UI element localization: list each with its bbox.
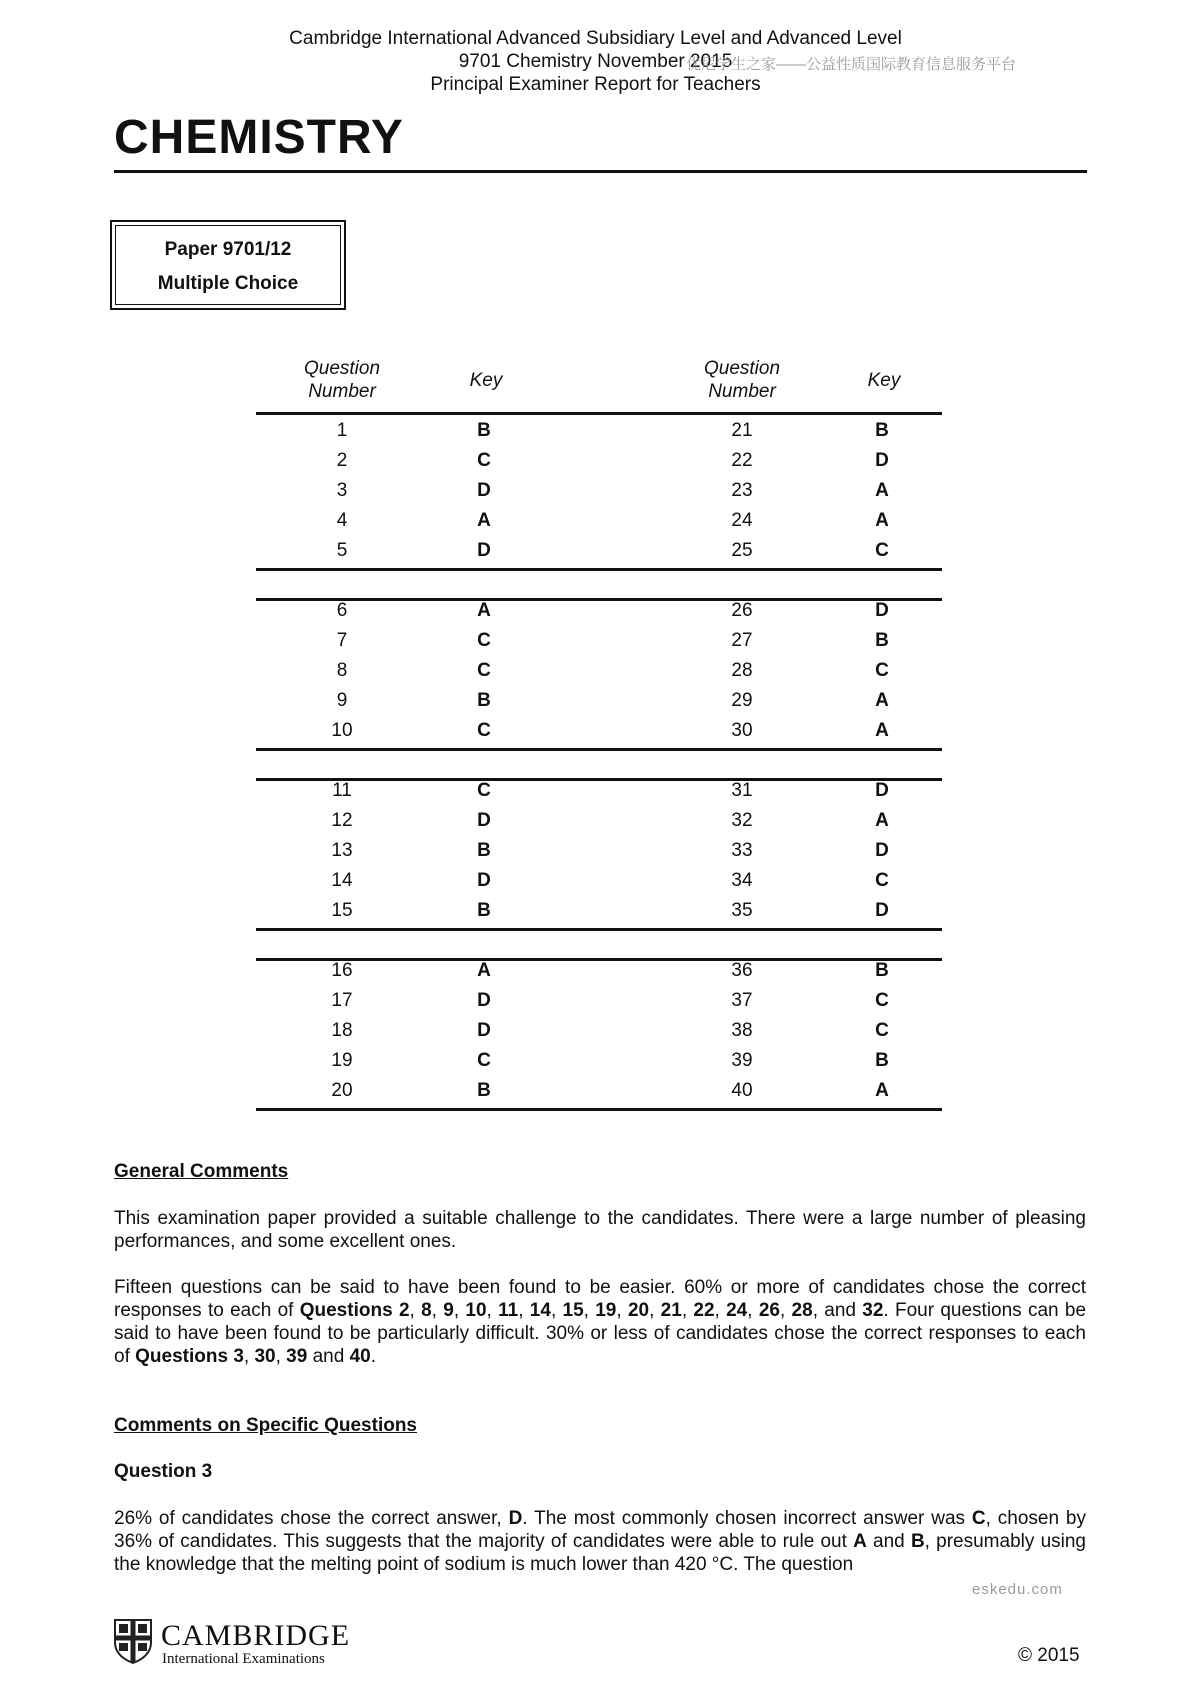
easy-question-number: 10 bbox=[465, 1300, 487, 1321]
question-number-left: 20 bbox=[331, 1080, 353, 1101]
answer-key-right: D bbox=[875, 900, 889, 921]
list-separator: , bbox=[714, 1300, 727, 1321]
paper-type: Multiple Choice bbox=[157, 273, 299, 294]
question-number-left: 9 bbox=[336, 690, 348, 711]
list-separator: , bbox=[681, 1300, 694, 1321]
specific-comments-heading: Comments on Specific Questions bbox=[114, 1415, 417, 1436]
question-number-right: 29 bbox=[731, 690, 753, 711]
question-number-left: 1 bbox=[336, 420, 348, 441]
hard-question-number: 30 bbox=[254, 1346, 276, 1367]
answer-key-left: A bbox=[477, 510, 491, 531]
question-number-left: 19 bbox=[331, 1050, 353, 1071]
col-header-key-word: Key bbox=[469, 370, 503, 391]
q3-wrong-answer: C bbox=[971, 1508, 986, 1529]
answer-key-right: B bbox=[875, 1050, 889, 1071]
easy-question-number: 11 bbox=[498, 1300, 519, 1321]
answer-key-right: C bbox=[875, 870, 889, 891]
question-number-left: 5 bbox=[336, 540, 348, 561]
question-number-right: 24 bbox=[731, 510, 753, 531]
answer-key-right: A bbox=[875, 480, 889, 501]
q3-option-a: A bbox=[853, 1531, 867, 1552]
answer-key-right: B bbox=[875, 420, 889, 441]
q3-and: and bbox=[866, 1531, 911, 1552]
list-separator: , bbox=[431, 1300, 444, 1321]
q3-option-b: B bbox=[910, 1531, 925, 1552]
question-number-right: 39 bbox=[731, 1050, 753, 1071]
answer-key-left: D bbox=[477, 480, 491, 501]
question-number-left: 16 bbox=[331, 960, 353, 981]
question-number-left: 13 bbox=[331, 840, 353, 861]
hard-question-list bbox=[233, 1346, 370, 1367]
logo-subtitle: International Examinations bbox=[162, 1651, 325, 1667]
list-separator: , bbox=[649, 1300, 661, 1321]
question-number-left: 4 bbox=[336, 510, 348, 531]
col-header-question-right bbox=[682, 357, 802, 403]
question-number-right: 23 bbox=[731, 480, 753, 501]
answer-key-left: B bbox=[477, 690, 491, 711]
answer-key-right: D bbox=[875, 450, 889, 471]
list-separator: , bbox=[550, 1300, 563, 1321]
para2-end: . bbox=[370, 1346, 376, 1367]
question-number-left: 15 bbox=[331, 900, 353, 921]
easy-question-number: 21 bbox=[660, 1300, 682, 1321]
col-header-number-word: Number bbox=[708, 381, 776, 402]
answer-key-left: D bbox=[477, 990, 491, 1011]
answer-key-right: C bbox=[875, 540, 889, 561]
answer-key-right: C bbox=[875, 660, 889, 681]
answer-key-left: C bbox=[477, 1050, 491, 1071]
general-para-1: This examination paper provided a suitable challenge to the candidates. There were a large number of pleasing performances, and some excellent ones. bbox=[114, 1208, 1086, 1252]
hard-question-number: 39 bbox=[286, 1346, 308, 1367]
answer-key-left: D bbox=[477, 810, 491, 831]
list-separator: , bbox=[453, 1300, 466, 1321]
list-separator: , bbox=[518, 1300, 530, 1321]
question-number-right: 28 bbox=[731, 660, 753, 681]
logo-name: CAMBRIDGE bbox=[161, 1619, 351, 1652]
list-separator: , and bbox=[812, 1300, 863, 1321]
question-number-left: 7 bbox=[336, 630, 348, 651]
list-separator: , bbox=[779, 1300, 792, 1321]
col-header-key-word: Key bbox=[867, 370, 901, 391]
answer-key-right: A bbox=[875, 720, 889, 741]
answer-key-right: C bbox=[875, 990, 889, 1011]
answer-key-right: C bbox=[875, 1020, 889, 1041]
question-number-right: 40 bbox=[731, 1080, 753, 1101]
easy-question-number: 24 bbox=[726, 1300, 748, 1321]
page-title: CHEMISTRY bbox=[114, 111, 404, 164]
question-number-right: 31 bbox=[731, 780, 753, 801]
easy-question-number: 20 bbox=[627, 1300, 650, 1321]
easy-question-number: 22 bbox=[693, 1300, 715, 1321]
answer-key-right: D bbox=[875, 840, 889, 861]
table-rule-group-end bbox=[256, 748, 942, 751]
easy-question-number: 2 bbox=[398, 1300, 410, 1321]
answer-key-right: D bbox=[875, 780, 889, 801]
hard-question-number: 3 bbox=[233, 1346, 244, 1367]
col-header-question-word: Question bbox=[303, 358, 381, 379]
answer-key-left: A bbox=[477, 600, 491, 621]
list-separator: , bbox=[243, 1346, 255, 1367]
answer-key-right: A bbox=[875, 810, 889, 831]
paper-info-inner bbox=[115, 225, 341, 305]
para2-hard-label: Questions bbox=[135, 1346, 229, 1367]
q3-text-d: , presumably using the knowledge that the melting point of sodium is much lower than 420 °C. The question bbox=[114, 1531, 1086, 1575]
site-watermark: eskedu.com bbox=[972, 1581, 1063, 1598]
easy-question-number: 32 bbox=[862, 1300, 884, 1321]
easy-question-number: 26 bbox=[758, 1300, 780, 1321]
question-number-left: 2 bbox=[336, 450, 348, 471]
answer-key-right: A bbox=[875, 690, 889, 711]
question-number-right: 27 bbox=[731, 630, 753, 651]
q3-text-a: 26% of candidates chose the correct answer, bbox=[114, 1508, 509, 1529]
easy-question-number: 19 bbox=[595, 1300, 617, 1321]
list-separator: , bbox=[583, 1300, 596, 1321]
question-number-left: 18 bbox=[331, 1020, 353, 1041]
answer-key-left: C bbox=[477, 660, 491, 681]
answer-key-left: D bbox=[477, 1020, 491, 1041]
report-header-line1: Cambridge International Advanced Subsidiary Level and Advanced Level bbox=[289, 28, 902, 49]
question-number-left: 17 bbox=[331, 990, 353, 1011]
question-number-left: 8 bbox=[336, 660, 348, 681]
question-number-right: 26 bbox=[731, 600, 753, 621]
question-number-left: 14 bbox=[331, 870, 353, 891]
answer-key-left: C bbox=[477, 780, 491, 801]
answer-key-left: B bbox=[477, 1080, 491, 1101]
para2-text-a: Fifteen questions can be said to have been found to be easier. 60% or more of candidates chose the correct responses to each of bbox=[114, 1277, 1086, 1321]
easy-question-number: 14 bbox=[529, 1300, 551, 1321]
table-rule-group-end bbox=[256, 568, 942, 571]
question-number-left: 12 bbox=[331, 810, 353, 831]
answer-key-left: B bbox=[477, 900, 491, 921]
paper-info-box bbox=[110, 220, 346, 310]
question-number-right: 21 bbox=[731, 420, 753, 441]
question-3-text bbox=[114, 1507, 1086, 1576]
general-comments-heading: General Comments bbox=[114, 1161, 289, 1182]
para2-easy-label: Questions bbox=[299, 1300, 393, 1321]
cambridge-logo bbox=[113, 1618, 493, 1668]
question-number-right: 38 bbox=[731, 1020, 753, 1041]
col-header-question-left bbox=[282, 357, 402, 403]
report-header-line2: 9701 Chemistry November 2015 bbox=[458, 51, 733, 72]
question-number-right: 36 bbox=[731, 960, 753, 981]
q3-text-b: . The most commonly chosen incorrect answer was bbox=[522, 1508, 972, 1529]
question-number-right: 33 bbox=[731, 840, 753, 861]
question-number-left: 11 bbox=[332, 780, 352, 801]
copyright-text: © 2015 bbox=[1018, 1645, 1080, 1666]
list-separator: , bbox=[409, 1300, 422, 1321]
table-rule-group-end bbox=[256, 1108, 942, 1111]
question-number-left: 10 bbox=[331, 720, 353, 741]
answer-key-left: D bbox=[477, 540, 491, 561]
col-header-number-word: Number bbox=[308, 381, 376, 402]
q3-text-c: , chosen by 36% of candidates. This suggests that the majority of candidates were able to rule out bbox=[114, 1508, 1086, 1552]
easy-question-number: 9 bbox=[443, 1300, 454, 1321]
easy-question-number: 15 bbox=[562, 1300, 584, 1321]
answer-key-right: A bbox=[875, 510, 889, 531]
question-number-right: 30 bbox=[731, 720, 753, 741]
hard-question-number: 40 bbox=[349, 1346, 371, 1367]
general-para-2 bbox=[114, 1276, 1086, 1368]
title-divider bbox=[114, 170, 1087, 173]
question-number-right: 25 bbox=[731, 540, 753, 561]
list-separator: , bbox=[486, 1300, 499, 1321]
answer-key-right: B bbox=[875, 960, 889, 981]
answer-key-right: B bbox=[875, 630, 889, 651]
answer-key-left: C bbox=[477, 630, 491, 651]
answer-key-left: C bbox=[477, 450, 491, 471]
answer-key-left: A bbox=[477, 960, 491, 981]
col-header-key-right bbox=[824, 369, 944, 392]
list-separator: , bbox=[275, 1346, 287, 1367]
watermark-text: 优尼学生之家——公益性质国际教育信息服务平台 bbox=[686, 56, 1017, 73]
question-number-left: 6 bbox=[336, 600, 348, 621]
col-header-key-left bbox=[426, 369, 546, 392]
paper-code: Paper 9701/12 bbox=[164, 239, 292, 260]
report-header-line3: Principal Examiner Report for Teachers bbox=[430, 74, 761, 95]
answer-key-left: C bbox=[477, 720, 491, 741]
answer-key-left: B bbox=[477, 420, 491, 441]
table-rule-group-end bbox=[256, 928, 942, 931]
crest-icon bbox=[113, 1618, 153, 1664]
question-number-left: 3 bbox=[336, 480, 348, 501]
question-number-right: 22 bbox=[731, 450, 753, 471]
answer-key-left: B bbox=[477, 840, 491, 861]
list-separator: , bbox=[616, 1300, 628, 1321]
list-separator: and bbox=[307, 1346, 350, 1367]
col-header-question-word: Question bbox=[703, 358, 781, 379]
question-number-right: 37 bbox=[731, 990, 753, 1011]
answer-key-right: D bbox=[875, 600, 889, 621]
question-3-heading: Question 3 bbox=[114, 1461, 213, 1482]
answer-key-left: D bbox=[477, 870, 491, 891]
para2-text-b: . Four questions can be said to have been found to be particularly difficult. 30% or less of candidates chose the correct responses to each of bbox=[114, 1300, 1087, 1367]
easy-question-list bbox=[399, 1300, 883, 1321]
easy-question-number: 28 bbox=[791, 1300, 813, 1321]
question-number-right: 32 bbox=[731, 810, 753, 831]
q3-correct-answer: D bbox=[508, 1508, 523, 1529]
question-number-right: 34 bbox=[731, 870, 753, 891]
answer-key-right: A bbox=[875, 1080, 889, 1101]
table-rule-header bbox=[256, 412, 942, 415]
question-number-right: 35 bbox=[731, 900, 753, 921]
list-separator: , bbox=[747, 1300, 759, 1321]
easy-question-number: 8 bbox=[421, 1300, 432, 1321]
